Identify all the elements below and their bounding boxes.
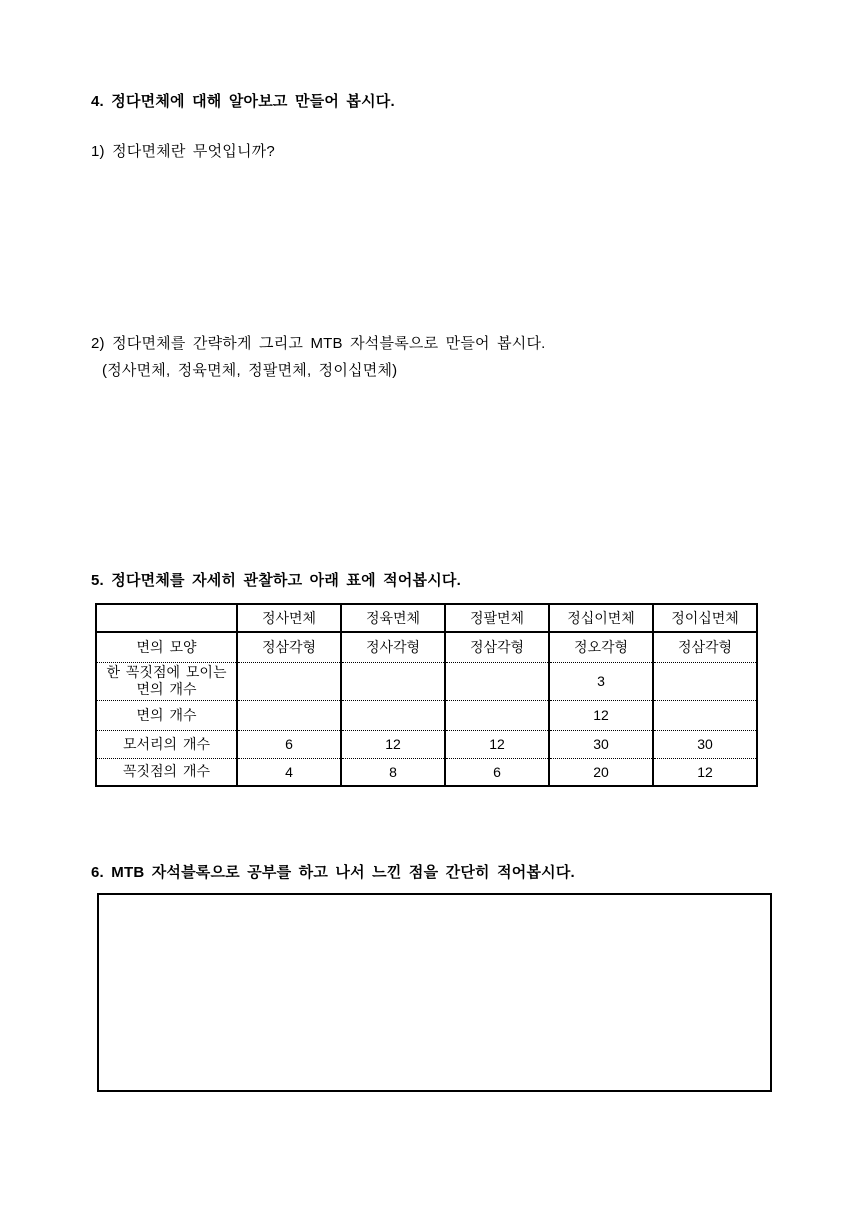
row-face-shape	[96, 632, 757, 662]
table-cell: 6	[445, 758, 549, 786]
col-header-octahedron: 정팔면체	[445, 604, 549, 632]
row-vertex-count	[96, 758, 757, 786]
col-header-icosahedron: 정이십면체	[653, 604, 757, 632]
row-faces-at-vertex	[96, 662, 757, 700]
row-label-face-shape: 면의 모양	[136, 638, 197, 655]
table-cell: 20	[549, 758, 653, 786]
row-edge-count	[96, 730, 757, 758]
feedback-answer-box	[97, 893, 772, 1092]
col-header-tetrahedron: 정사면체	[237, 604, 341, 632]
table-cell	[445, 662, 549, 700]
table-cell: 12	[653, 758, 757, 786]
row-label-face-count: 면의 개수	[96, 700, 237, 730]
question-6-title: 6. MTB 자석블록으로 공부를 하고 나서 느낀 점을 간단히 적어봅시다.	[91, 864, 575, 881]
question-4-sub2-note: (정사면체, 정육면체, 정팔면체, 정이십면체)	[102, 362, 398, 379]
table-cell: 8	[341, 758, 445, 786]
table-cell: 정오각형	[549, 632, 653, 662]
table-cell: 4	[237, 758, 341, 786]
table-cell: 30	[549, 730, 653, 758]
table-cell: 6	[237, 730, 341, 758]
question-4-title: 4. 정다면체에 대해 알아보고 만들어 봅시다.	[91, 93, 395, 110]
table-cell	[445, 700, 549, 730]
table-cell: 12	[341, 730, 445, 758]
table-cell: 정사각형	[341, 632, 445, 662]
table-cell: 30	[653, 730, 757, 758]
polyhedra-table	[95, 603, 758, 787]
col-header-hexahedron: 정육면체	[341, 604, 445, 632]
table-cell: 정삼각형	[237, 632, 341, 662]
question-4-sub2-text: 2) 정다면체를 간략하게 그리고 MTB 자석블록으로 만들어 봅시다.	[91, 335, 546, 352]
table-cell	[653, 700, 757, 730]
table-cell: 12	[445, 730, 549, 758]
table-cell: 3	[549, 662, 653, 700]
table-corner-cell	[96, 604, 237, 632]
table-cell: 12	[549, 700, 653, 730]
col-header-dodecahedron: 정십이면체	[549, 604, 653, 632]
table-cell	[237, 700, 341, 730]
table-cell	[341, 662, 445, 700]
row-label-vertex-count: 꼭짓점의 개수	[96, 758, 237, 786]
row-label-faces-at-vertex: 한 꼭짓점에 모이는 면의 개수	[96, 662, 237, 700]
row-face-count	[96, 700, 757, 730]
table-cell: 정삼각형	[445, 632, 549, 662]
table-cell	[237, 662, 341, 700]
question-5-title: 5. 정다면체를 자세히 관찰하고 아래 표에 적어봅시다.	[91, 572, 461, 589]
table-header-row	[96, 604, 757, 632]
row-label-edge-count: 모서리의 개수	[96, 730, 237, 758]
table-cell	[341, 700, 445, 730]
question-4-sub1-text: 1) 정다면체란 무엇입니까?	[91, 143, 275, 160]
table-cell	[653, 662, 757, 700]
table-cell: 정삼각형	[653, 632, 757, 662]
